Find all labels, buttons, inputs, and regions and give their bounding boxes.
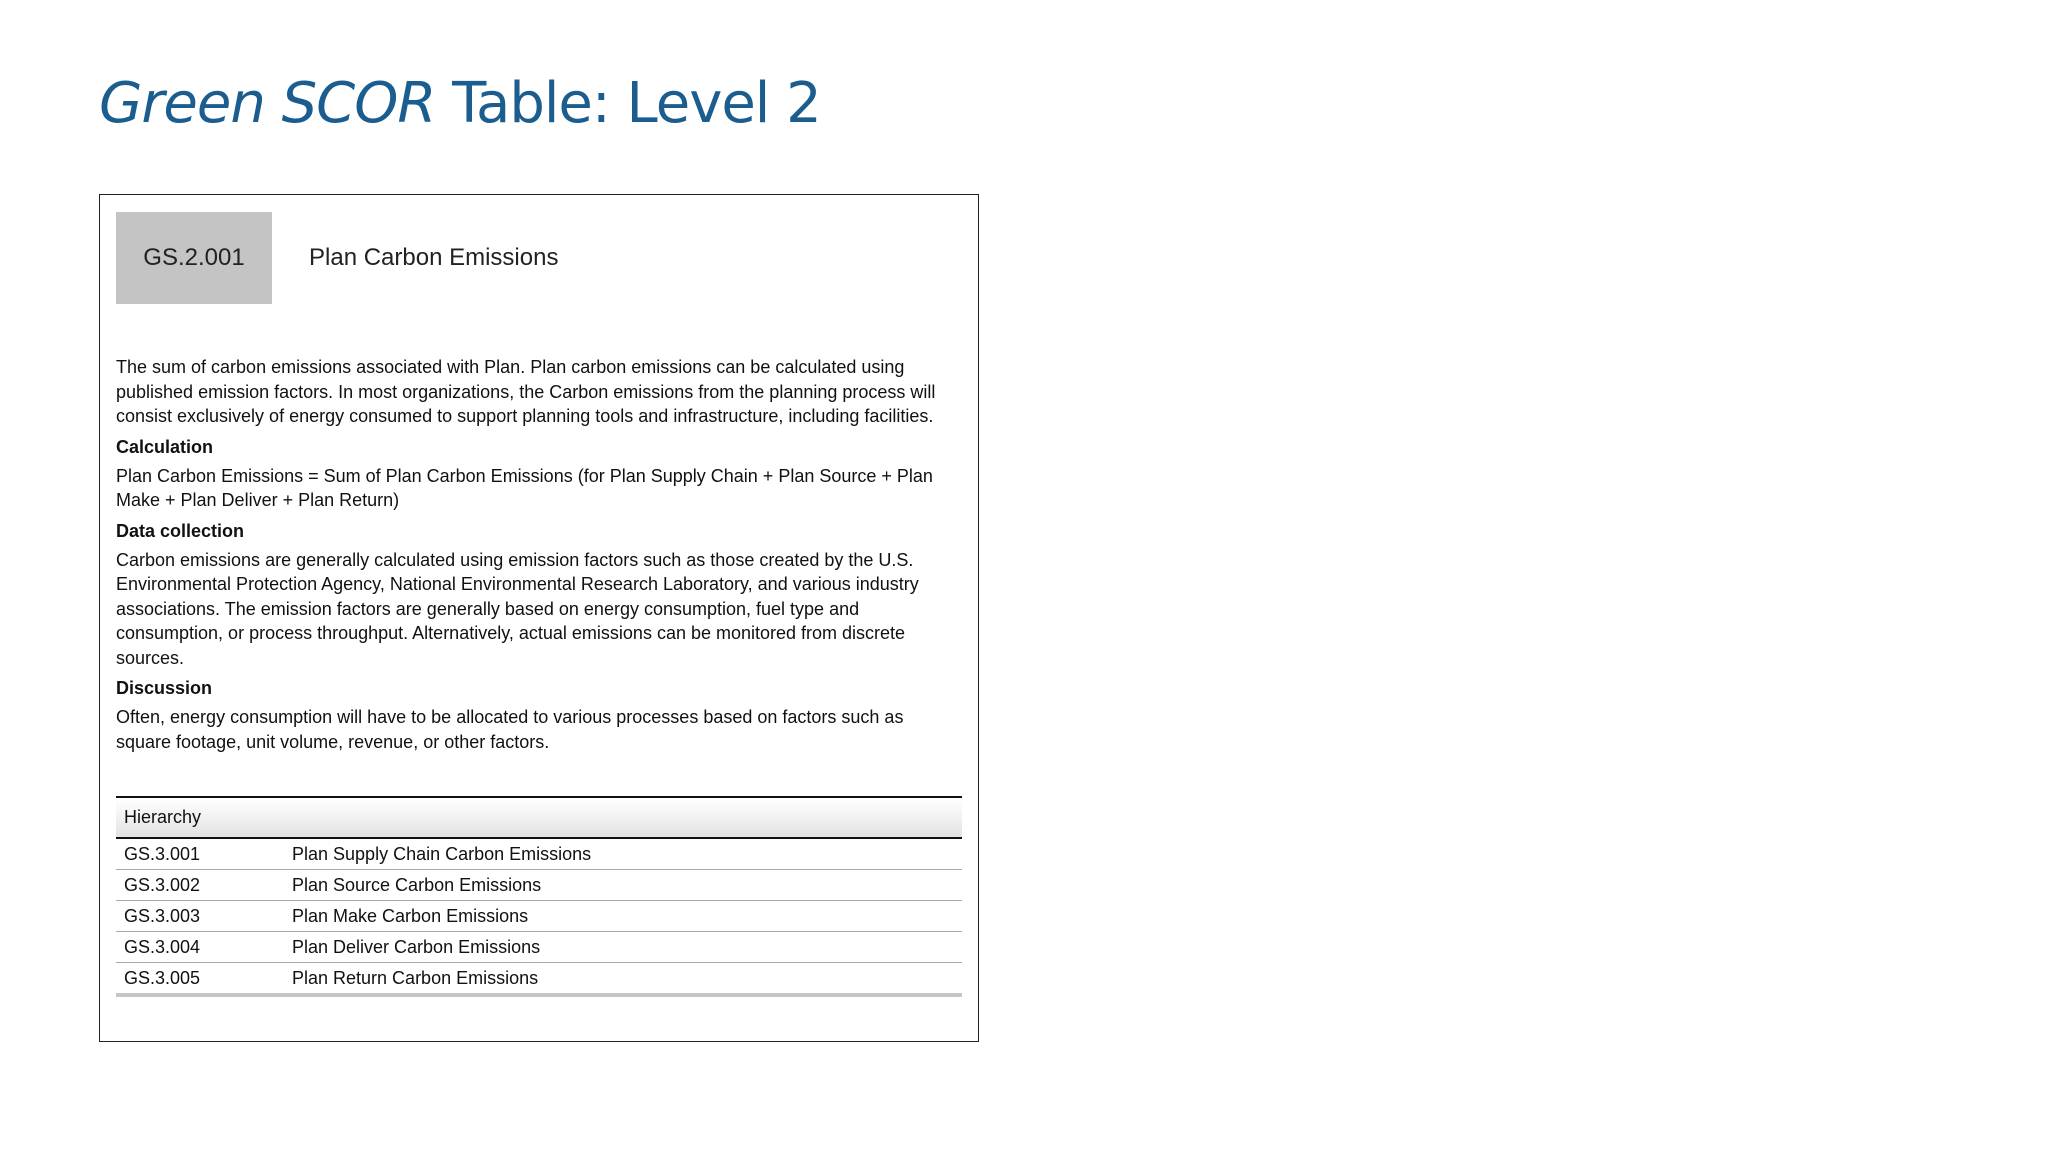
data-collection-text: Carbon emissions are generally calculated using emission factors such as those created by the U.S. Environmental Protection Agency, National Environmental Research Laboratory, and various industry associations. The emission factors are generally based on energy consumption, fuel type and consumption, or process throughput. Alternatively, actual emissions can be monitored from discrete sources.: [116, 549, 919, 668]
discussion-text: Often, energy consumption will have to be allocated to various processes based on factors such as square footage, unit volume, revenue, or other factors.: [116, 707, 904, 752]
table-row: [116, 838, 962, 870]
hierarchy-name: Plan Supply Chain Carbon Emissions: [284, 838, 962, 870]
hierarchy-code: GS.3.004: [116, 932, 284, 963]
slide-title-rest: Table: Level 2: [435, 71, 821, 136]
slide-title: [99, 70, 821, 137]
hierarchy-header-row: [116, 797, 962, 838]
discussion-heading: Discussion: [116, 678, 213, 698]
calculation-heading: Calculation: [116, 436, 214, 457]
hierarchy-header: Hierarchy: [116, 797, 962, 838]
metric-name: Plan Carbon Emissions: [309, 244, 559, 271]
table-row: [116, 963, 962, 996]
table-row: [116, 932, 962, 963]
metric-code-badge: GS.2.001: [116, 212, 272, 304]
metric-card: [99, 194, 979, 1042]
data-collection-heading: Data collection: [116, 520, 245, 541]
slide-title-italic: Green SCOR: [99, 71, 436, 136]
hierarchy-name: Plan Make Carbon Emissions: [284, 901, 962, 932]
hierarchy-code: GS.3.002: [116, 870, 284, 901]
metric-body: [116, 355, 962, 754]
hierarchy-table: [116, 796, 962, 997]
calculation-text: Plan Carbon Emissions = Sum of Plan Carbon Emissions (for Plan Supply Chain + Plan Source + Plan Make + Plan Deliver + Plan Return): [116, 465, 933, 510]
hierarchy-name: Plan Return Carbon Emissions: [284, 963, 962, 996]
hierarchy-code: GS.3.003: [116, 901, 284, 932]
hierarchy-name: Plan Deliver Carbon Emissions: [284, 932, 962, 963]
hierarchy-code: GS.3.005: [116, 963, 284, 996]
hierarchy-code: GS.3.001: [116, 838, 284, 870]
table-row: [116, 870, 962, 901]
metric-description: The sum of carbon emissions associated with Plan. Plan carbon emissions can be calculated using published emission factors. In most organizations, the Carbon emissions from the planning process will consist exclusively of energy consumed to support planning tools and infrastructure, including facilities.: [116, 357, 936, 426]
hierarchy-name: Plan Source Carbon Emissions: [284, 870, 962, 901]
metric-header: [116, 212, 558, 304]
table-row: [116, 901, 962, 932]
